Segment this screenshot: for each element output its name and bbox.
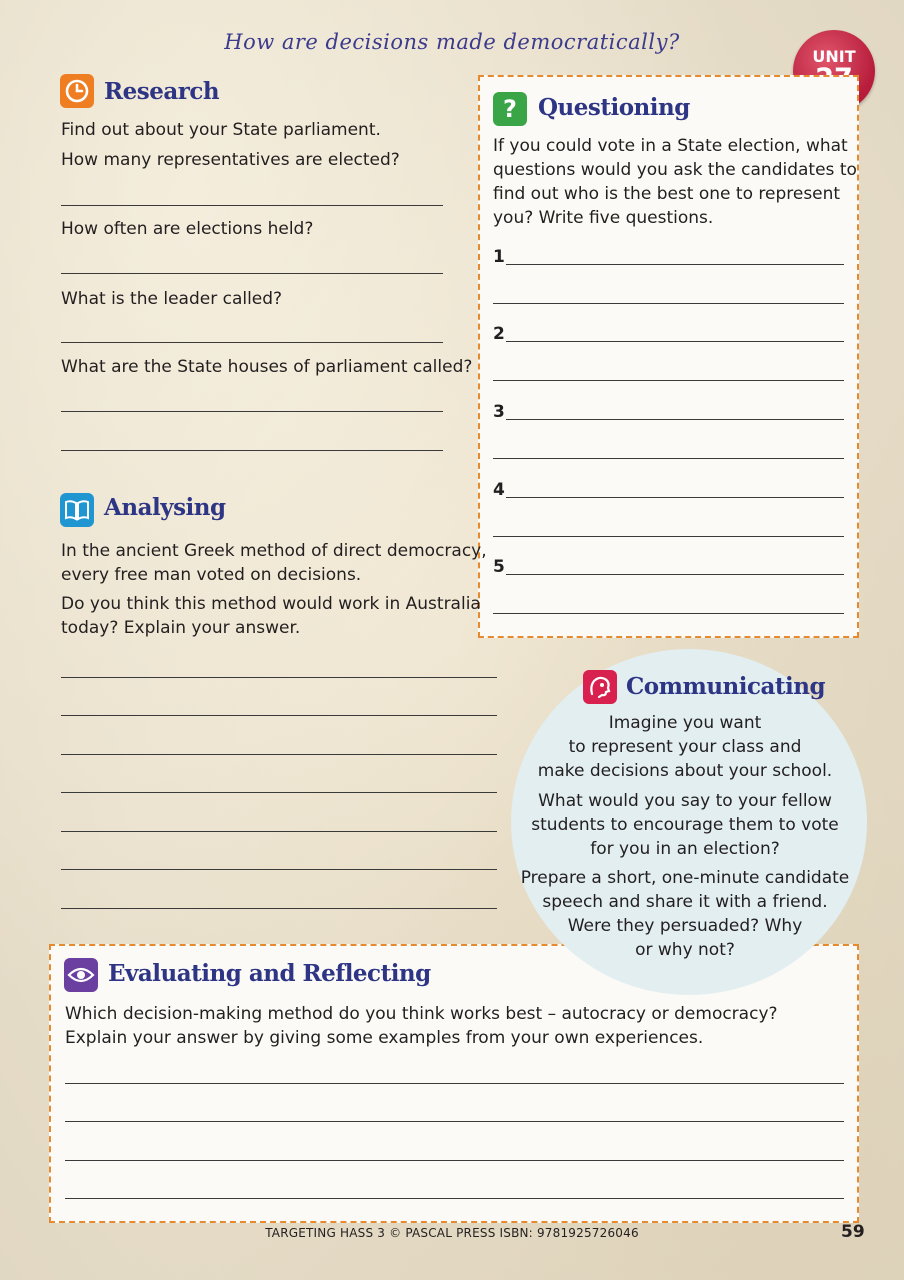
evaluating-question-line-2: Explain your answer by giving some examples from your own experiences. [65,1028,704,1048]
research-intro: Find out about your State parliament. [61,120,381,140]
answer-line[interactable] [61,342,443,343]
research-question-3: What is the leader called? [61,289,283,309]
text-line: Were they persuaded? Why [567,916,803,936]
answer-line[interactable] [506,574,844,575]
text-line: every free man voted on decisions. [61,565,362,585]
communicating-paragraph-2 [514,789,856,861]
answer-line[interactable] [61,450,443,451]
answer-line[interactable] [493,303,844,304]
answer-line[interactable] [506,264,844,265]
questioning-heading: Questioning [538,94,690,121]
answer-line[interactable] [61,677,497,678]
answer-line[interactable] [506,497,844,498]
research-question-1: How many representatives are elected? [61,150,400,170]
speaking-head-icon [583,670,617,704]
book-icon [60,493,94,527]
text-line: or why not? [635,940,735,960]
answer-line[interactable] [61,205,443,206]
answer-line[interactable] [493,458,844,459]
text-line: for you in an election? [590,839,780,859]
prompt-line: you? Write five questions. [493,208,714,228]
clock-icon [60,74,94,108]
text-line: to represent your class and [568,737,802,757]
prompt-line: If you could vote in a State election, what [493,136,848,156]
text-line: Prepare a short, one-minute candidate [520,868,850,888]
answer-line[interactable] [65,1083,844,1084]
answer-line[interactable] [61,273,443,274]
question-icon: ? [493,92,527,126]
unit-label: UNIT [812,47,856,66]
text-line: What would you say to your fellow [538,791,832,811]
research-heading: Research [104,78,220,105]
evaluating-heading: Evaluating and Reflecting [108,960,431,987]
analysing-paragraph-2 [61,592,481,640]
text-line: speech and share it with a friend. [542,892,828,912]
text-line: today? Explain your answer. [61,618,301,638]
questioning-prompt [493,134,857,230]
answer-line[interactable] [61,869,497,870]
text-line: students to encourage them to vote [531,815,839,835]
evaluating-question-line-1: Which decision-making method do you think works best – autocracy or democracy? [65,1004,778,1024]
answer-line[interactable] [61,715,497,716]
text-line: Do you think this method would work in Australia [61,594,481,614]
prompt-line: find out who is the best one to represent [493,184,841,204]
page-title: How are decisions made democratically? [224,30,680,54]
answer-line[interactable] [65,1160,844,1161]
eye-icon [64,958,98,992]
question-number: 3 [493,402,505,422]
answer-line[interactable] [65,1121,844,1122]
question-number: 2 [493,324,505,344]
question-number: 1 [493,247,505,267]
answer-line[interactable] [506,419,844,420]
communicating-paragraph-3 [514,866,856,962]
answer-line[interactable] [61,908,497,909]
answer-line[interactable] [506,341,844,342]
prompt-line: questions would you ask the candidates to [493,160,857,180]
text-line: In the ancient Greek method of direct democracy, [61,541,487,561]
research-question-4: What are the State houses of parliament called? [61,357,473,377]
analysing-paragraph-1 [61,539,487,587]
question-number: 4 [493,480,505,500]
answer-line[interactable] [61,831,497,832]
analysing-heading: Analysing [104,494,226,521]
communicating-paragraph-1 [514,711,856,783]
answer-line[interactable] [65,1198,844,1199]
communicating-heading: Communicating [626,673,826,700]
answer-line[interactable] [493,380,844,381]
question-number: 5 [493,557,505,577]
text-line: make decisions about your school. [537,761,833,781]
page-number: 59 [841,1222,865,1242]
answer-line[interactable] [61,411,443,412]
answer-line[interactable] [61,792,497,793]
answer-line[interactable] [61,754,497,755]
text-line: Imagine you want [608,713,762,733]
answer-line[interactable] [493,536,844,537]
answer-line[interactable] [493,613,844,614]
research-question-2: How often are elections held? [61,219,314,239]
footer-credit: TARGETING HASS 3 © PASCAL PRESS ISBN: 9781925726046 [265,1226,639,1240]
